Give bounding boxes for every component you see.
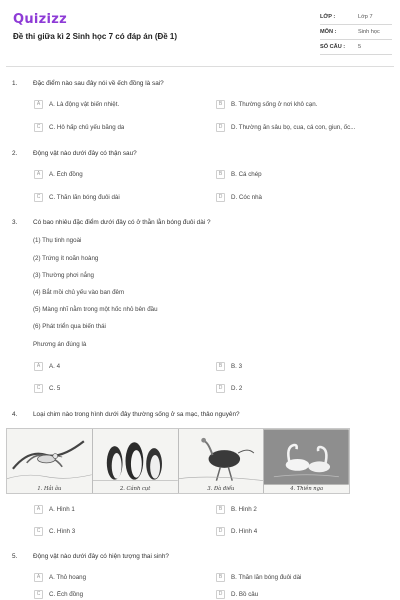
question-text: Loại chim nào trong hình dưới đây thường sống ở sa mạc, thảo nguyên? bbox=[33, 411, 240, 418]
option-letter-box: C bbox=[34, 123, 43, 132]
albatross-illustration bbox=[7, 429, 92, 485]
meta-label: LỚP : bbox=[320, 14, 336, 20]
option-text: B. Thằn lằn bóng đuôi dài bbox=[231, 573, 302, 581]
option-letter-box: A bbox=[34, 100, 43, 109]
option-text: B. Thường sống ở nơi khô cạn. bbox=[231, 100, 318, 108]
question-text: Động vật nào dưới đây có hiện tượng thai sinh? bbox=[33, 553, 169, 560]
figure-panel-ostrich bbox=[179, 429, 265, 493]
option-2a[interactable] bbox=[34, 168, 83, 180]
option-5b[interactable] bbox=[216, 571, 301, 583]
option-text: D. Cóc nhà bbox=[231, 193, 262, 201]
statement-2: (2) Trứng ít noãn hoàng bbox=[33, 255, 99, 262]
figure-panel-albatross bbox=[7, 429, 93, 493]
option-letter-box: C bbox=[34, 590, 43, 599]
option-3c[interactable] bbox=[34, 382, 60, 394]
option-4c[interactable] bbox=[34, 525, 75, 537]
meta-label: SỐ CÂU : bbox=[320, 44, 346, 50]
worksheet-header bbox=[0, 0, 400, 62]
option-text: D. Thường ăn sâu bọ, cua, cá con, giun, ốc... bbox=[231, 123, 356, 131]
figure-caption: 1. Hải âu bbox=[37, 486, 62, 492]
statement-5: (5) Màng nhĩ nằm trong một hốc nhỏ bên đầu bbox=[33, 306, 158, 313]
option-1a[interactable] bbox=[34, 98, 119, 110]
question-number: 2. bbox=[12, 150, 18, 157]
meta-row-question-count bbox=[320, 40, 392, 55]
option-text: C. Hô hấp chủ yếu bằng da bbox=[49, 123, 125, 131]
question-number: 4. bbox=[12, 411, 18, 418]
question-text: Có bao nhiêu đặc điểm dưới đây có ở thằn lằn bóng đuôi dài ? bbox=[33, 219, 211, 226]
option-text: A. Ếch đồng bbox=[49, 170, 83, 178]
option-text: C. Ếch đồng bbox=[49, 590, 84, 598]
bird-figure bbox=[6, 428, 350, 494]
meta-row-subject bbox=[320, 25, 392, 40]
option-letter-box: C bbox=[34, 527, 43, 536]
option-text: C. 5 bbox=[49, 384, 61, 392]
option-5c[interactable] bbox=[34, 588, 83, 600]
option-text: D. 2 bbox=[231, 384, 243, 392]
swan-illustration bbox=[264, 429, 349, 485]
option-letter-box: C bbox=[34, 193, 43, 202]
option-1b[interactable] bbox=[216, 98, 317, 110]
worksheet-title: Đề thi giữa kì 2 Sinh học 7 có đáp án (Đề 1) bbox=[13, 32, 178, 41]
option-text: D. Bồ câu bbox=[231, 590, 259, 598]
option-letter-box: D bbox=[216, 384, 225, 393]
penguin-illustration bbox=[93, 429, 178, 485]
option-letter-box: A bbox=[34, 505, 43, 514]
quizizz-logo: Quizizz bbox=[13, 12, 68, 27]
option-5d[interactable] bbox=[216, 588, 258, 600]
worksheet-meta bbox=[320, 10, 392, 55]
option-text: A. 4 bbox=[49, 362, 61, 370]
option-2c[interactable] bbox=[34, 191, 120, 203]
option-text: A. Thỏ hoang bbox=[49, 573, 87, 581]
statement-1: (1) Thụ tinh ngoài bbox=[33, 237, 82, 244]
figure-caption: 4. Thiên nga bbox=[290, 486, 324, 492]
meta-value: Lớp 7 bbox=[358, 14, 373, 20]
option-4d[interactable] bbox=[216, 525, 257, 537]
option-text: D. Hình 4 bbox=[231, 527, 258, 535]
meta-row-grade bbox=[320, 10, 392, 25]
option-2d[interactable] bbox=[216, 191, 262, 203]
ostrich-illustration bbox=[179, 429, 264, 485]
option-4b[interactable] bbox=[216, 503, 257, 515]
question-number: 3. bbox=[12, 219, 18, 226]
option-letter-box: D bbox=[216, 123, 225, 132]
header-divider bbox=[6, 66, 394, 67]
figure-panel-swan bbox=[264, 429, 349, 493]
option-3d[interactable] bbox=[216, 382, 242, 394]
option-letter-box: A bbox=[34, 362, 43, 371]
option-3a[interactable] bbox=[34, 360, 60, 372]
option-5a[interactable] bbox=[34, 571, 86, 583]
option-4a[interactable] bbox=[34, 503, 75, 515]
option-letter-box: B bbox=[216, 505, 225, 514]
statement-4: (4) Bắt mồi chủ yếu vào ban đêm bbox=[33, 289, 125, 296]
option-letter-box: B bbox=[216, 100, 225, 109]
meta-label: MÔN : bbox=[320, 29, 337, 35]
option-text: A. Là động vật biến nhiệt. bbox=[49, 100, 120, 108]
option-1d[interactable] bbox=[216, 121, 355, 133]
question-number: 1. bbox=[12, 80, 18, 87]
statement-6: (6) Phát triển qua biến thái bbox=[33, 323, 106, 330]
answer-prompt: Phương án đúng là bbox=[33, 341, 87, 348]
figure-caption: 3. Đà điểu bbox=[207, 486, 235, 492]
option-2b[interactable] bbox=[216, 168, 262, 180]
option-text: B. Hình 2 bbox=[231, 505, 257, 513]
option-letter-box: B bbox=[216, 170, 225, 179]
meta-value: Sinh học bbox=[358, 29, 380, 35]
option-letter-box: A bbox=[34, 573, 43, 582]
question-text: Đặc điểm nào sau đây nói về ếch đồng là sai? bbox=[33, 80, 164, 87]
option-letter-box: D bbox=[216, 527, 225, 536]
option-3b[interactable] bbox=[216, 360, 242, 372]
option-letter-box: C bbox=[34, 384, 43, 393]
option-text: A. Hình 1 bbox=[49, 505, 75, 513]
option-1c[interactable] bbox=[34, 121, 124, 133]
option-text: B. Cá chép bbox=[231, 170, 262, 178]
option-text: B. 3 bbox=[231, 362, 243, 370]
option-letter-box: B bbox=[216, 573, 225, 582]
question-text: Động vật nào dưới đây có thận sau? bbox=[33, 150, 137, 157]
option-text: C. Thằn lằn bóng đuôi dài bbox=[49, 193, 120, 201]
statement-3: (3) Thường phơi nắng bbox=[33, 272, 94, 279]
option-text: C. Hình 3 bbox=[49, 527, 76, 535]
option-letter-box: D bbox=[216, 193, 225, 202]
question-number: 5. bbox=[12, 553, 18, 560]
option-letter-box: D bbox=[216, 590, 225, 599]
figure-panel-penguin bbox=[93, 429, 179, 493]
meta-value: 5 bbox=[358, 44, 362, 50]
figure-caption: 2. Cánh cụt bbox=[119, 486, 151, 492]
option-letter-box: B bbox=[216, 362, 225, 371]
option-letter-box: A bbox=[34, 170, 43, 179]
